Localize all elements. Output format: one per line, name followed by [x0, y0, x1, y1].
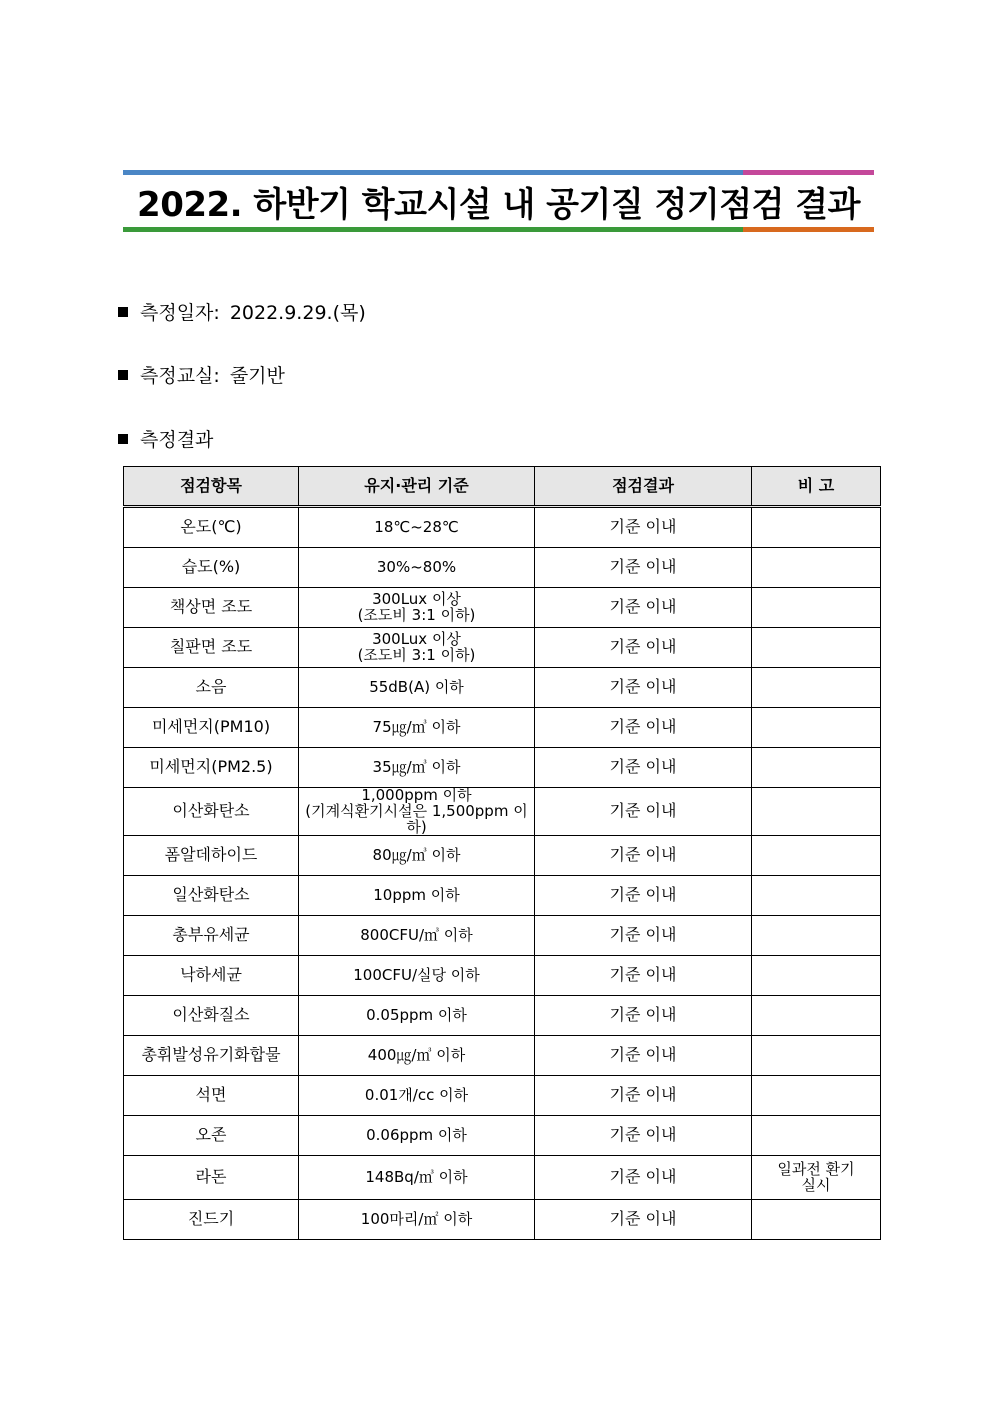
- cell-result-line: 기준 이내: [609, 597, 677, 617]
- cell-result-line: 기준 이내: [609, 1005, 677, 1025]
- cell-standard-line: 55dB(A) 이하: [369, 677, 464, 696]
- header-note: 비 고: [752, 467, 881, 507]
- cell-standard-line: (조도비 3:1 이하): [357, 605, 476, 624]
- cell-item-line: 미세먼지(PM2.5): [149, 757, 273, 777]
- cell-standard: [299, 748, 535, 788]
- cell-result-line: 기준 이내: [609, 801, 677, 821]
- cell-result: [535, 1200, 752, 1240]
- cell-item: [124, 548, 299, 588]
- cell-note: [752, 996, 881, 1036]
- title-block: [123, 170, 874, 233]
- room-value: 줄기반: [229, 365, 285, 387]
- cell-note-line: 실시: [801, 1175, 831, 1194]
- cell-item-line: 소음: [195, 677, 227, 697]
- table-row: [124, 708, 881, 748]
- bullet-icon: [118, 307, 128, 317]
- cell-item: [124, 788, 299, 836]
- cell-standard-line: 1,000ppm 이하: [361, 786, 472, 804]
- cell-standard-line: 300Lux 이상: [372, 629, 461, 648]
- cell-standard-line: 0.05ppm 이하: [366, 1005, 467, 1024]
- cell-result: [535, 708, 752, 748]
- cell-result-line: 기준 이내: [609, 965, 677, 985]
- cell-result: [535, 788, 752, 836]
- cell-standard: [299, 507, 535, 548]
- cell-result: [535, 748, 752, 788]
- cell-standard: [299, 628, 535, 668]
- cell-standard: [299, 996, 535, 1036]
- cell-note-line: 일과전 환기: [777, 1160, 855, 1178]
- date-label: 측정일자:: [140, 302, 220, 324]
- table-row: [124, 1200, 881, 1240]
- table-header-row: [124, 467, 881, 507]
- cell-item: [124, 668, 299, 708]
- cell-item: [124, 916, 299, 956]
- cell-result: [535, 588, 752, 628]
- cell-standard-line: 80㎍/㎥ 이하: [372, 845, 461, 864]
- bullet-icon: [118, 370, 128, 380]
- cell-item: [124, 1156, 299, 1200]
- cell-note: [752, 588, 881, 628]
- cell-result-line: 기준 이내: [609, 885, 677, 905]
- cell-item-line: 이산화탄소: [172, 801, 250, 821]
- cell-note: [752, 876, 881, 916]
- cell-result: [535, 1036, 752, 1076]
- cell-item: [124, 1036, 299, 1076]
- cell-result: [535, 1156, 752, 1200]
- cell-item: [124, 1116, 299, 1156]
- cell-result-line: 기준 이내: [609, 637, 677, 657]
- info-result: [118, 425, 213, 452]
- cell-result-line: 기준 이내: [609, 717, 677, 737]
- table-row: [124, 836, 881, 876]
- cell-result: [535, 628, 752, 668]
- cell-standard: [299, 1116, 535, 1156]
- cell-item-line: 칠판면 조도: [169, 637, 253, 657]
- cell-item-line: 책상면 조도: [169, 597, 253, 617]
- cell-note: [752, 788, 881, 836]
- cell-result-line: 기준 이내: [609, 925, 677, 945]
- cell-note: [752, 1156, 881, 1200]
- room-label: 측정교실:: [140, 365, 220, 387]
- header-standard: 유지·관리 기준: [299, 467, 535, 507]
- cell-item-line: 미세먼지(PM10): [151, 717, 271, 737]
- cell-standard-line: 148Bq/㎥ 이하: [365, 1167, 468, 1186]
- cell-result: [535, 916, 752, 956]
- table-row: [124, 588, 881, 628]
- table-row: [124, 956, 881, 996]
- cell-result: [535, 836, 752, 876]
- cell-note: [752, 628, 881, 668]
- cell-result: [535, 507, 752, 548]
- cell-standard: [299, 1156, 535, 1200]
- header-item: 점검항목: [124, 467, 299, 507]
- cell-standard-line: 30%~80%: [376, 557, 457, 576]
- table-row: [124, 1156, 881, 1200]
- cell-standard-line: 0.01개/cc 이하: [364, 1085, 469, 1104]
- cell-standard: [299, 956, 535, 996]
- cell-item: [124, 1200, 299, 1240]
- cell-standard: [299, 788, 535, 836]
- cell-item: [124, 876, 299, 916]
- date-value: 2022.9.29.(목): [229, 302, 366, 324]
- cell-standard-line: 800CFU/㎥ 이하: [360, 925, 473, 944]
- table-row: [124, 507, 881, 548]
- cell-standard-line: 10ppm 이하: [373, 885, 460, 904]
- cell-note: [752, 1076, 881, 1116]
- table-row: [124, 748, 881, 788]
- cell-standard-line: 18℃~28℃: [374, 517, 459, 536]
- result-label: 측정결과: [140, 429, 214, 451]
- cell-standard: [299, 916, 535, 956]
- cell-item-line: 폼알데하이드: [164, 845, 258, 865]
- cell-result-line: 기준 이내: [609, 677, 677, 697]
- cell-item: [124, 956, 299, 996]
- cell-standard-line: 35㎍/㎥ 이하: [372, 757, 461, 776]
- cell-standard: [299, 836, 535, 876]
- cell-note: [752, 1116, 881, 1156]
- cell-standard-line: 75㎍/㎥ 이하: [372, 717, 461, 736]
- cell-note: [752, 507, 881, 548]
- cell-standard-line: (조도비 3:1 이하): [357, 645, 476, 664]
- cell-item-line: 진드기: [187, 1209, 235, 1229]
- cell-item-line: 온도(℃): [180, 517, 242, 537]
- cell-standard: [299, 588, 535, 628]
- cell-item-line: 총부유세균: [172, 925, 250, 945]
- table-row: [124, 876, 881, 916]
- cell-note: [752, 836, 881, 876]
- cell-result-line: 기준 이내: [609, 1085, 677, 1105]
- cell-note: [752, 1200, 881, 1240]
- cell-item-line: 습도(%): [181, 557, 241, 577]
- table-row: [124, 668, 881, 708]
- cell-item: [124, 836, 299, 876]
- table-row: [124, 628, 881, 668]
- table-row: [124, 1076, 881, 1116]
- cell-result-line: 기준 이내: [609, 1125, 677, 1145]
- header-result: 점검결과: [535, 467, 752, 507]
- cell-note: [752, 916, 881, 956]
- cell-note: [752, 708, 881, 748]
- cell-standard-line: 300Lux 이상: [372, 589, 461, 608]
- cell-standard: [299, 1200, 535, 1240]
- cell-standard-line: (기계식환기시설은 1,500ppm 이하): [305, 801, 528, 836]
- cell-result-line: 기준 이내: [609, 517, 677, 537]
- cell-standard-line: 400㎍/㎥ 이하: [367, 1045, 466, 1064]
- cell-item-line: 오존: [195, 1125, 227, 1145]
- table-row: [124, 996, 881, 1036]
- cell-result: [535, 668, 752, 708]
- cell-standard: [299, 1076, 535, 1116]
- cell-standard: [299, 668, 535, 708]
- cell-result: [535, 1116, 752, 1156]
- cell-note: [752, 668, 881, 708]
- cell-standard-line: 100마리/㎡ 이하: [360, 1209, 473, 1228]
- cell-result-line: 기준 이내: [609, 1167, 677, 1187]
- cell-item-line: 총휘발성유기화합물: [141, 1045, 281, 1065]
- cell-item-line: 일산화탄소: [172, 885, 250, 905]
- cell-result: [535, 548, 752, 588]
- cell-standard: [299, 1036, 535, 1076]
- cell-result-line: 기준 이내: [609, 757, 677, 777]
- table-row: [124, 1036, 881, 1076]
- cell-result: [535, 876, 752, 916]
- cell-standard: [299, 548, 535, 588]
- cell-result-line: 기준 이내: [609, 845, 677, 865]
- cell-standard-line: 0.06ppm 이하: [366, 1125, 467, 1144]
- bullet-icon: [118, 434, 128, 444]
- table-row: [124, 548, 881, 588]
- cell-standard: [299, 708, 535, 748]
- cell-result: [535, 1076, 752, 1116]
- info-room: [118, 361, 285, 388]
- cell-item: [124, 1076, 299, 1116]
- cell-item-line: 이산화질소: [172, 1005, 250, 1025]
- cell-item-line: 석면: [195, 1085, 227, 1105]
- cell-note: [752, 748, 881, 788]
- cell-result-line: 기준 이내: [609, 1045, 677, 1065]
- cell-result: [535, 956, 752, 996]
- title-top-rule: [123, 170, 874, 175]
- title-bottom-rule: [123, 227, 874, 232]
- cell-standard-line: 100CFU/실당 이하: [353, 965, 480, 984]
- cell-item-line: 라돈: [195, 1167, 227, 1187]
- cell-standard: [299, 876, 535, 916]
- cell-item: [124, 748, 299, 788]
- cell-result-line: 기준 이내: [609, 1209, 677, 1229]
- table-row: [124, 1116, 881, 1156]
- cell-item-line: 낙하세균: [180, 965, 242, 985]
- cell-item: [124, 628, 299, 668]
- cell-result-line: 기준 이내: [609, 557, 677, 577]
- page-title: 2022. 하반기 학교시설 내 공기질 정기점검 결과: [137, 184, 860, 225]
- cell-item: [124, 708, 299, 748]
- cell-note: [752, 956, 881, 996]
- cell-item: [124, 996, 299, 1036]
- results-table: [123, 466, 881, 1240]
- cell-note: [752, 1036, 881, 1076]
- cell-result: [535, 996, 752, 1036]
- cell-note: [752, 548, 881, 588]
- table-row: [124, 916, 881, 956]
- table-row: [124, 788, 881, 836]
- info-date: [118, 298, 366, 325]
- cell-item: [124, 507, 299, 548]
- cell-item: [124, 588, 299, 628]
